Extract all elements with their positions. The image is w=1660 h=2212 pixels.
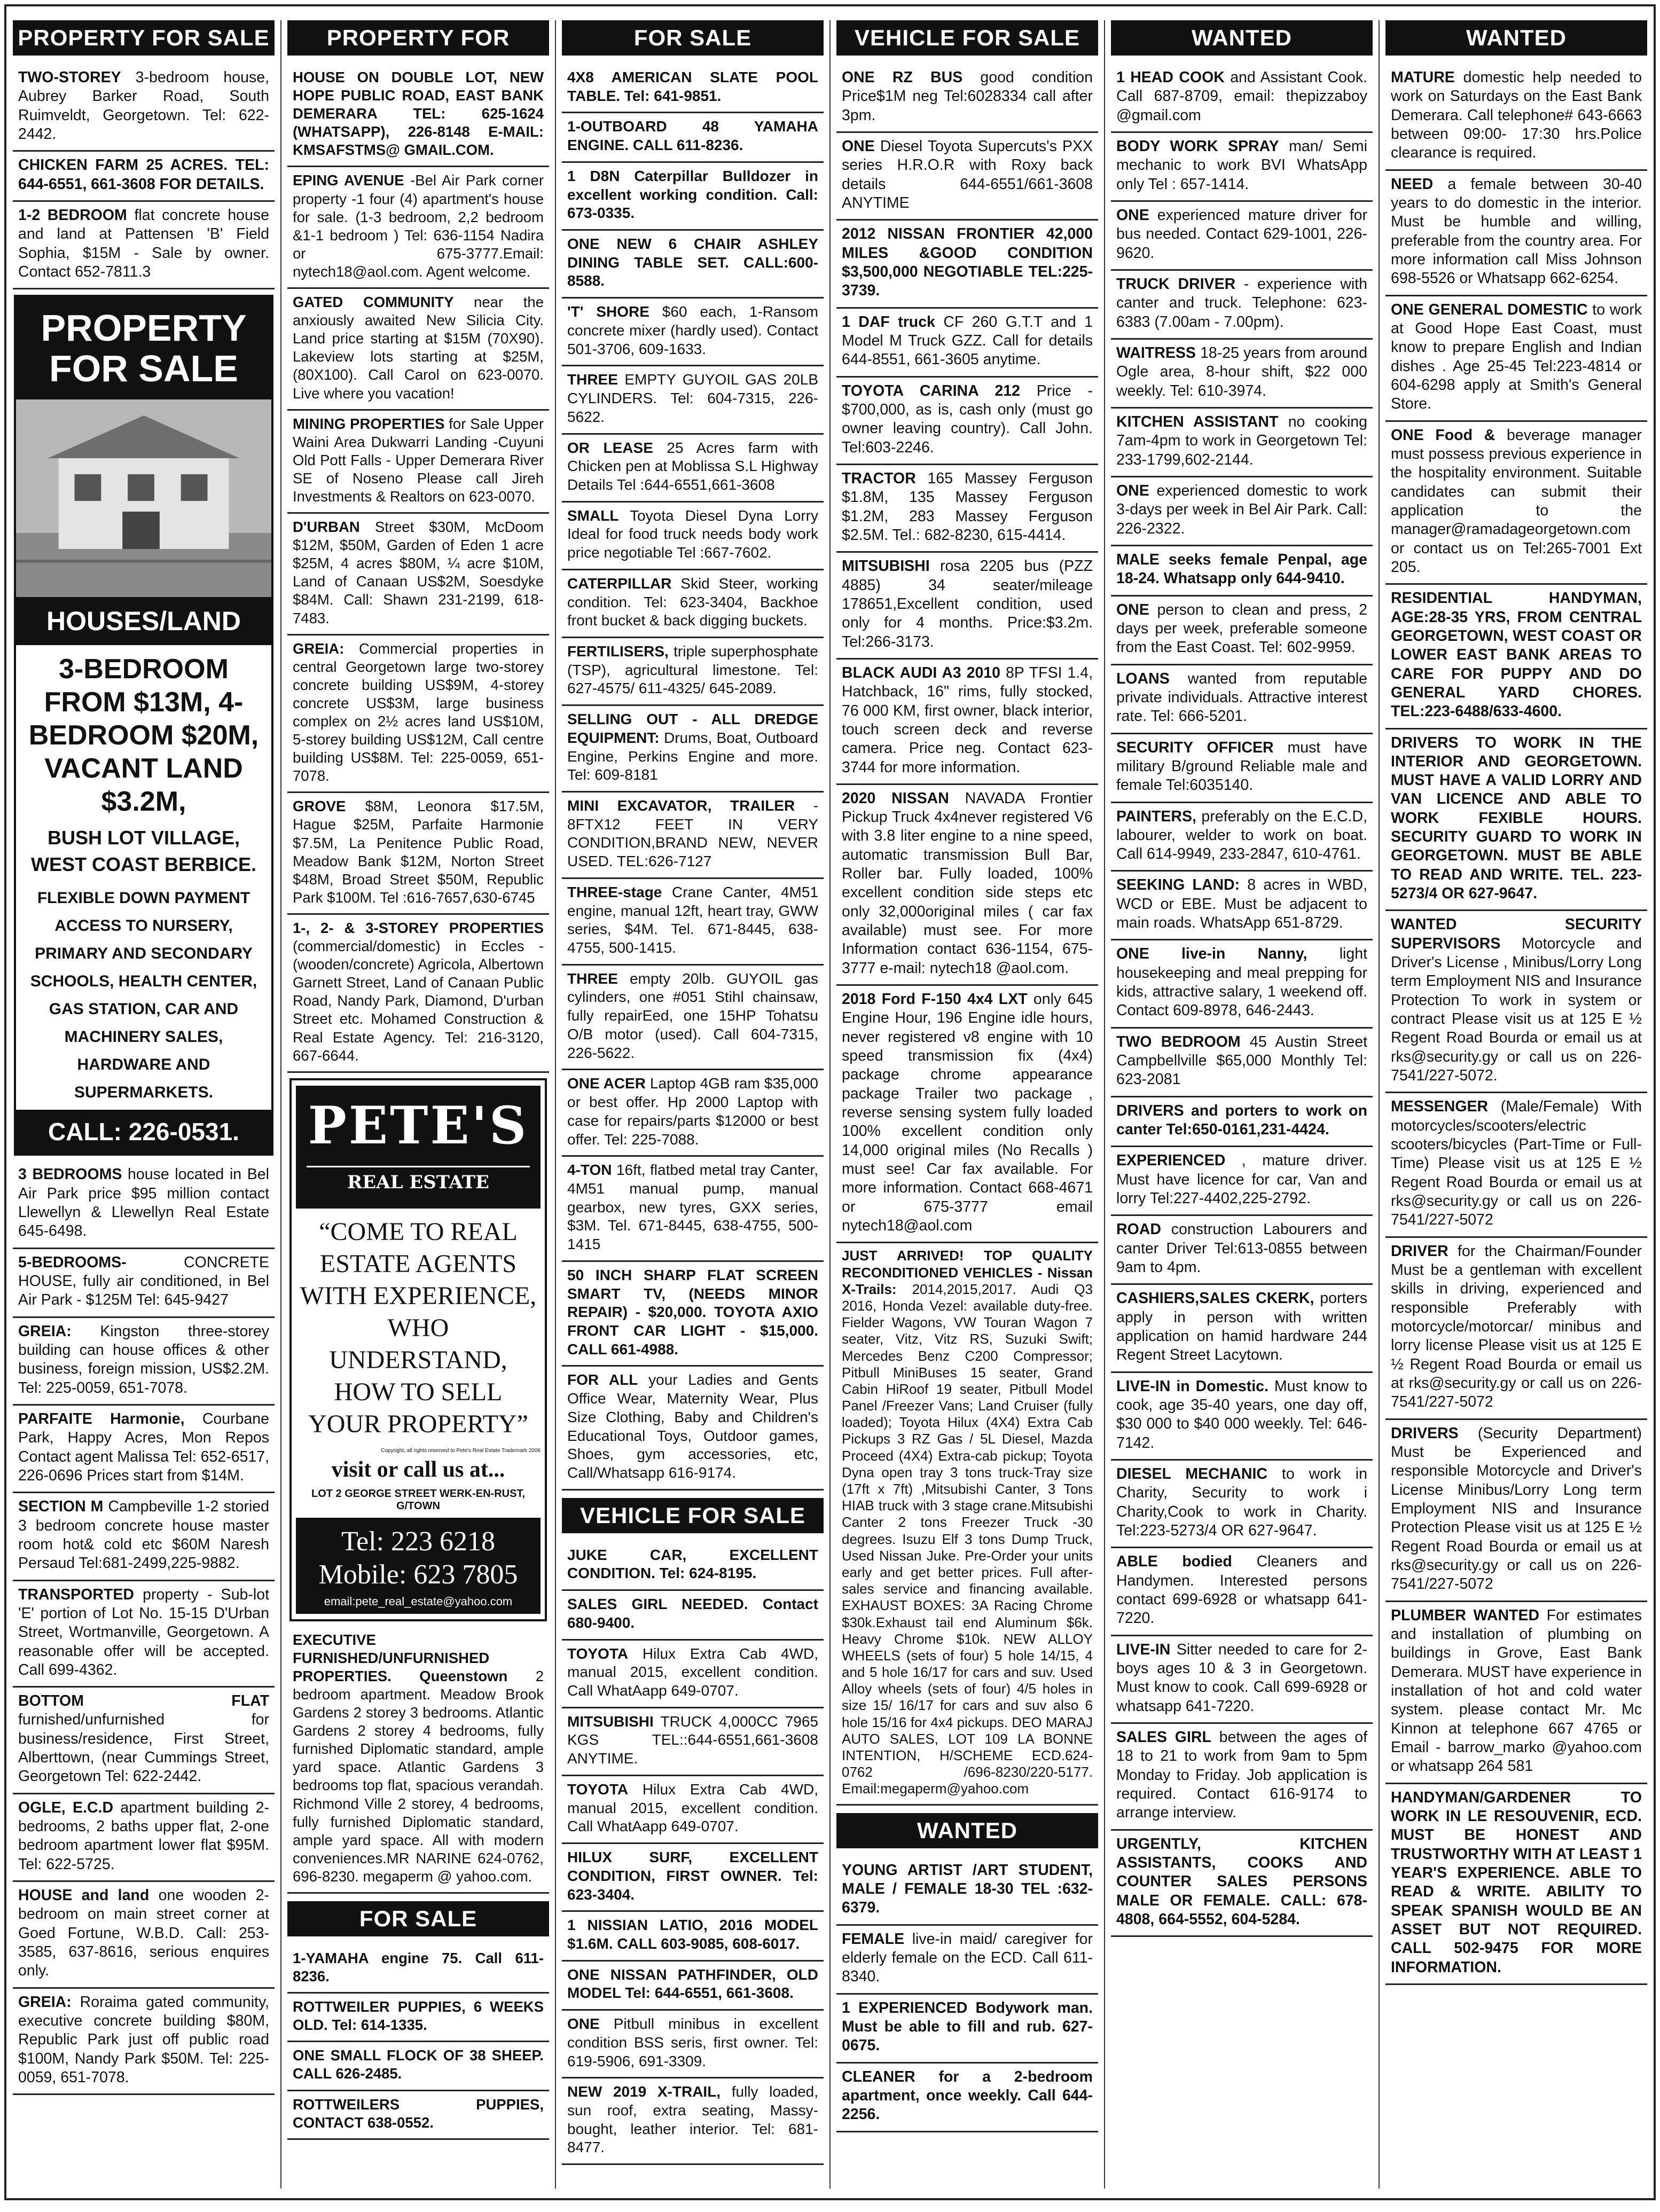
classified-ad: RESIDENTIAL HANDYMAN, AGE:28-35 YRS, FROM CENTRAL GEORGETOWN, WEST COAST OR LOWER EAST BANK AREAS TO CARE FOR PUPPY AND DO GENERAL YARD CHORES. TEL:223-6488/633-4600. (1385, 585, 1647, 729)
ad-list (562, 64, 824, 1491)
section-header: PROPERTY FOR (287, 20, 549, 56)
classifieds-page (4, 4, 1656, 2200)
classified-ad: 1 EXPERIENCED Bodywork man. Must be able to fill and rub. 627-0675. (836, 1995, 1098, 2064)
classified-ad: 1 D8N Caterpillar Bulldozer in excellent working condition. Call: 673-0335. (562, 163, 824, 231)
classified-ad: BLACK AUDI A3 2010 8P TFSI 1.4, Hatchback, 16" rims, fully stocked, 76 000 KM, first owner, black interior, touch screen deck and reverse camera. Price neg. Contact 623-3744 for more information. (836, 660, 1098, 785)
classified-ad: 'T' SHORE $60 each, 1-Ransom concrete mixer (hardly used). Contact 501-3706, 609-1633. (562, 299, 824, 366)
classified-ad: JUST ARRIVED! TOP QUALITY RECONDITIONED VEHICLES - Nissan X-Trails: 2014,2015,2017. Audi Q3 2016, Honda Vezel: available duty-free. Fielder Wagons, VW Touran Wagon 7 seater, Vitz, Vitz RS, Suzuki Swift; Mercedes Benz C200 Compressor; Pitbull MiniBuses 15 seater, Grand Cabin HiRoof 19 seater, Pitbull Model Panel /Freezer Vans; Land Cruiser (fully loaded); Toyota Hilux (4X4) Extra Cab Pickups 3 RZ Gas / 5L Diesel, Mazda Proceed (4X4) Extra-cab pickup; Toyota Dyna open tray 3 tons truck-Tray size (17ft x 7ft) ,Mitsubishi Canter, 3 Tons HIAB truck with 3 stage crane.Mitsubishi Canter 2 tons Freezer Truck -30 degrees. Isuzu Elf 3 tons Dump Truck, Used Nissan Juke. Pre-Order your units early and get better prices. Full after-sales service and financing available. EXHAUST BOXES: 3A Racing Chrome $30k.Exhaust tail end Aluminum $6k. Heavy Chrome $10k. NEW ALLOY WHEELS (sets of four) 5 hole 14/15, 4 and 5 hole 16/17 for cars and suv. Used Alloy wheels (sets of four) 4/5 holes in size 15/ 16/17 for cars and suv also 6 hole 15/16 for 4x4 pickups. DEO MARAJ AUTO SALES, LOT 109 LA BONNE INTENTION, H/SCHEME ECD.624-0762 /696-8230/220-5177. Email:megaperm@yahoo.com (836, 1243, 1098, 1805)
classified-ad: LIVE-IN Sitter needed to care for 2-boys ages 10 & 3 in Georgetown. Must know to cook. Call 699-6928 or whatsapp 641-7220. (1111, 1636, 1373, 1724)
classified-ad: ONE SMALL FLOCK OF 38 SHEEP. CALL 626-2485. (287, 2042, 549, 2091)
classified-ad: YOUNG ARTIST /ART STUDENT, MALE / FEMALE 18-30 TEL :632-6379. (836, 1857, 1098, 1926)
promo-subtitle: HOUSES/LAND (16, 597, 271, 645)
ad-list (13, 64, 275, 289)
promo-title: PROPERTY FOR SALE (16, 297, 271, 399)
classified-ad: MITSUBISHI rosa 2205 bus (PZZ 4885) 34 seater/mileage 178651,Excellent condition, used only for 4 months. Price:$3.2m. Tel:266-3173. (836, 553, 1098, 660)
column-rule (1104, 20, 1105, 2189)
classified-ad: ROTTWEILERS PUPPIES, CONTACT 638-0552. (287, 2091, 549, 2140)
promo-prices: 3-BEDROOM FROM $13M, 4-BEDROOM $20M, VACANT LAND $3.2M, (28, 654, 259, 818)
classified-ad: DRIVER for the Chairman/Founder Must be a gentleman with excellent skills in driving, experienced and responsible Preferably with motorcycle/motorcar/ minibus and lorry license Please visit us at 125 E ½ Regent Road Bourda or email us at rks@security.gy or call us on 226-7541/227-5072 (1385, 1238, 1647, 1420)
classified-ad: TOYOTA Hilux Extra Cab 4WD, manual 2015, excellent condition. Call WhatAapp 649-0707. (562, 1776, 824, 1844)
column-rule (1379, 20, 1380, 2189)
classified-ad: THREE EMPTY GUYOIL GAS 20LB CYLINDERS. Tel: 604-7315, 226-5622. (562, 366, 824, 434)
classified-ad: MESSENGER (Male/Female) With motorcycles/scooters/electric scooters/bicycles (Part-Time or Full-Time) Please visit us at 125 E ½ Regent Road Bourda or email us at rks@security.gy or call us on 226-7541/227-5072 (1385, 1093, 1647, 1237)
column-property-for (287, 20, 549, 2191)
classified-ad: ONE person to clean and press, 2 days per week, preferable someone from the East Coast. Tel: 602-9959. (1111, 597, 1373, 665)
classified-ad: TWO-STOREY 3-bedroom house, Aubrey Barker Road, South Ruimveldt, Georgetown. Tel: 622-2442. (13, 64, 275, 152)
ad-list (287, 1945, 549, 2140)
ad-list (836, 64, 1098, 1806)
section-header: FOR SALE (287, 1901, 549, 1936)
section-header: VEHICLE FOR SALE (562, 1498, 824, 1533)
classified-ad: SALES GIRL NEEDED. Contact 680-9400. (562, 1591, 824, 1640)
section-header: WANTED (1385, 20, 1647, 56)
classified-ad: GATED COMMUNITY near the anxiously awaited New Silicia City. Land price starting at $15M (70X90). Lakeview lots starting at $25M, (80X100). Call Carol on 623-0070. Live where you vacation! (287, 289, 549, 411)
classified-ad: ROTTWEILER PUPPIES, 6 WEEKS OLD. Tel: 614-1335. (287, 1994, 549, 2042)
classified-ad: ONE RZ BUS good condition Price$1M neg Tel:6028334 call after 3pm. (836, 64, 1098, 133)
classified-ad: DRIVERS (Security Department) Must be Experienced and responsible Motorcycle and Driver's License Minibus/Lorry Long term Employment NIS and Insurance Protection Please visit us at 125 E ½ Regent Road Bourda or email us at rks@security.gy or call us on 226-7541/227-5072 (1385, 1420, 1647, 1602)
classified-ad: LOANS wanted from reputable private individuals. Attractive interest rate. Tel: 666-5201. (1111, 665, 1373, 734)
classified-ad: GREIA: Commercial properties in central Georgetown large two-storey concrete building US$9M, 4-storey concrete US$3M, large business complex on 2½ acres land US$10M, 5-storey building US$12M, Call centre building US$8M. Tel: 225-0059, 651-7078. (287, 636, 549, 794)
classified-ad: 1 HEAD COOK and Assistant Cook. Call 687-8709, email: thepizzaboy @gmail.com (1111, 64, 1373, 133)
classified-ad: 4X8 AMERICAN SLATE POOL TABLE. Tel: 641-9851. (562, 64, 824, 113)
classified-ad: OGLE, E.C.D apartment building 2-bedrooms, 2 baths upper flat, 2-one bedroom apartment lower flat $95M. Tel: 622-5725. (13, 1794, 275, 1882)
classified-ad: BOTTOM FLAT furnished/unfurnished for business/residence, First Street, Alberttown, (near Cummings Street, Georgetown Tel: 622-2442. (13, 1688, 275, 1794)
pete-email: email:pete_real_estate@yahoo.com (296, 1595, 541, 1614)
classified-ad: MINI EXCAVATOR, TRAILER - 8FTX12 FEET IN VERY CONDITION,BRAND NEW, NEVER USED. TEL:626-7127 (562, 793, 824, 879)
classified-ad: URGENTLY, KITCHEN ASSISTANTS, COOKS AND COUNTER SALES PERSONS MALE OR FEMALE. CALL: 678-4808, 664-5552, 604-5284. (1111, 1831, 1373, 1938)
classified-ad: EXECUTIVE FURNISHED/UNFURNISHED PROPERTIES. Queenstown 2 bedroom apartment. Meadow Brook Gardens 2 storey 3 bedrooms. Atlantic Gardens 2 storey 4 bedrooms, fully furnished Diplomatic standard, ample yard space. Atlantic Gardens 3 bedrooms top flat, spacious verandah. Richmond Ville 2 storey, 4 bedrooms, fully furnished Diplomatic standard, ample yard space. All with modern conveniences.MR NARINE 624-0762, 696-8230. megaperm @ yahoo.com. (287, 1627, 549, 1894)
column-rule (280, 20, 281, 2189)
petes-logo (296, 1086, 541, 1209)
classified-ad: SALES GIRL between the ages of 18 to 21 to work from 9am to 5pm Monday to Friday. Job application is required. Contact 616-9174 to arrange interview. (1111, 1724, 1373, 1831)
petes-real-estate-ad (289, 1078, 547, 1621)
classified-ad: ONE experienced mature driver for bus needed. Contact 629-1001, 226-9620. (1111, 202, 1373, 271)
classified-ad: SEEKING LAND: 8 acres in WBD, WCD or EBE. Must be adjacent to main roads. WhatsApp 651-8729. (1111, 872, 1373, 940)
classified-ad: 4-TON 16ft, flatbed metal tray Canter, 4M51 manual pump, manual gearbox, new tyres, GXX series, $3M. Tel. 671-8445, 638-4755, 500-1415 (562, 1157, 824, 1262)
classified-ad: EPING AVENUE -Bel Air Park corner property -1 four (4) apartment's house for sale. (1-3 bedroom, 2,2 bedroom &1-1 bedroom ) Tel: 636-1154 Nadira or 675-3777.Email: nytech18@aol.com. Agent welcome. (287, 167, 549, 289)
ad-list (287, 64, 549, 1073)
classified-ad: ONE NEW 6 CHAIR ASHLEY DINING TABLE SET. CALL:600-8588. (562, 231, 824, 299)
ad-list (13, 1161, 275, 2095)
column-rule (555, 20, 556, 2189)
classified-ad: CASHIERS,SALES CKERK, porters apply in person with written application on hamid hardware 244 Regent Street Lacytown. (1111, 1285, 1373, 1372)
column-for-sale (562, 20, 824, 2191)
ad-list (562, 1542, 824, 2165)
classified-ad: FOR ALL your Ladies and Gents Office Wear, Maternity Wear, Plus Size Clothing, Baby and Children's Educational Toys, Outdoor games, Shoes, gym accessories, etc, Call/Whatsapp 616-9174. (562, 1367, 824, 1490)
classified-ad: 1-OUTBOARD 48 YAMAHA ENGINE. CALL 611-8236. (562, 113, 824, 162)
classified-ad: GREIA: Roraima gated community, executive concrete building $80M, Republic Park just off public road $100M, Nandy Park $50M. Tel: 225-0059, 651-7078. (13, 1989, 275, 2096)
classified-ad: 50 INCH SHARP FLAT SCREEN SMART TV, (NEEDS MINOR REPAIR) - $20,000. TOYOTA AXIO FRONT CAR LIGHT - $15,000. CALL 661-4988. (562, 1262, 824, 1367)
classified-ad: 1-2 BEDROOM flat concrete house and land at Pattensen 'B' Field Sophia, $15M - Sale by owner. Contact 652-7811.3 (13, 202, 275, 289)
classified-ad: CLEANER for a 2-bedroom apartment, once weekly. Call 644-2256. (836, 2064, 1098, 2132)
classified-ad: ONE experienced domestic to work 3-days per week in Bel Air Park. Call: 226-2322. (1111, 477, 1373, 546)
classified-ad: 2012 NISSAN FRONTIER 42,000 MILES &GOOD CONDITION $3,500,000 NEGOTIABLE TEL:225-3739. (836, 221, 1098, 308)
classified-ad: ROAD construction Labourers and canter Driver Tel:613-0855 between 9am to 4pm. (1111, 1216, 1373, 1285)
column-wanted (1111, 20, 1373, 2191)
classified-ad: FERTILISERS, triple superphosphate (TSP), agricultural limestone. Tel: 627-4575/ 611-4325/ 645-2089. (562, 638, 824, 706)
classified-ad: BODY WORK SPRAY man/ Semi mechanic to work BVI WhatsApp only Tel : 657-1414. (1111, 133, 1373, 202)
classified-ad: 3 BEDROOMS house located in Bel Air Park price $95 million contact Llewellyn & Llewellyn Real Estate 645-6498. (13, 1161, 275, 1249)
classified-ad: LIVE-IN in Domestic. Must know to cook, age 35-40 years, one day off, $30 000 to $40 000 weekly. Tel: 646-7142. (1111, 1373, 1373, 1461)
classified-ad: ABLE bodied Cleaners and Handymen. Interested persons contact 699-6928 or whatsapp 641-7220. (1111, 1548, 1373, 1636)
section-header: FOR SALE (562, 20, 824, 56)
classified-ad: ONE live-in Nanny, light housekeeping and meal prepping for kids, attractive salary, 1 weekend off. Contact 609-8978, 646-2443. (1111, 940, 1373, 1028)
classified-ad: ONE NISSAN PATHFINDER, OLD MODEL Tel: 644-6551, 661-3608. (562, 1962, 824, 2011)
classified-ad: HOUSE and land one wooden 2-bedroom on main street corner at Goed Fortune, W.B.D. Call: 253-3585, 637-8616, serious enquires only. (13, 1882, 275, 1989)
classified-ad: 1 DAF truck CF 260 G.T.T and 1 Model M Truck GZZ. Call for details 644-8551, 661-3605 anytime. (836, 309, 1098, 378)
column-rule (829, 20, 831, 2189)
classified-ad: PAINTERS, preferably on the E.C.D, labourer, welder to work on boat. Call 614-9949, 233-2847, 610-4761. (1111, 803, 1373, 872)
classified-ad: D'URBAN Street $30M, McDoom $12M, $50M, Garden of Eden 1 acre $25M, 4 acres $80M, ¼ acre $10M, Land of Canaan US$2M, Soesdyke $84M. Call: Shawn 231-2199, 618-7483. (287, 514, 549, 636)
classified-ad: ONE Food & beverage manager must possess previous experience in the hospitality environment. Suitable candidates can submit their application to the manager@ramadageorgetown.com or contact us on Tel:265-7001 Ext 205. (1385, 422, 1647, 585)
classified-ad: GREIA: Kingston three-storey building can house offices & other business, foreign mission, US$2.2M. Tel: 225-0059, 651-7078. (13, 1318, 275, 1406)
visit-line: visit or call us at... (331, 1457, 505, 1482)
classified-ad: CATERPILLAR Skid Steer, working condition. Tel: 623-3404, Backhoe front bucket & back digging buckets. (562, 570, 824, 638)
classified-ad: WANTED SECURITY SUPERVISORS Motorcycle and Driver's License , Minibus/Lorry Long term Employment NIS and Insurance Protection To work in system or contract Please visit us at 125 E ½ Regent Road Bourda or email us at rks@security.gy or call us on 226-7541/227-5072. (1385, 911, 1647, 1093)
classified-ad: TRANSPORTED property - Sub-lot 'E' portion of Lot No. 15-15 D'Urban Street, Wortmanville, Georgetown. A reasonable offer will be accepted. Call 699-4362. (13, 1581, 275, 1688)
classified-ad: SMALL Toyota Diesel Dyna Lorry Ideal for food truck needs body work price negotiable Tel :667-7602. (562, 503, 824, 570)
pete-tel: Tel: 223 6218 (341, 1526, 496, 1557)
ad-list (287, 1627, 549, 1894)
section-header: WANTED (1111, 20, 1373, 56)
pete-quote: “COME TO REAL ESTATE AGENTS WITH EXPERIENCE, WHO UNDERSTAND, HOW TO SELL YOUR PROPERTY” (300, 1217, 537, 1438)
classified-ad: SECTION M Campbeville 1-2 storied 3 bedroom concrete house master room hot& cold etc $60M Naresh Persaud Tel:681-2499,225-9882. (13, 1493, 275, 1581)
classified-ad: SECURITY OFFICER must have military B/ground Reliable male and female Tel:6035140. (1111, 734, 1373, 803)
house-photo (16, 399, 271, 597)
section-header: WANTED (836, 1813, 1098, 1848)
classified-ad: ONE Diesel Toyota Supercuts's PXX series H.R.O.R with Roxy back details 644-6551/661-3608 ANYTIME (836, 133, 1098, 221)
ad-list (1385, 64, 1647, 1985)
classified-ad: TOYOTA Hilux Extra Cab 4WD, manual 2015, excellent condition. Call WhatAapp 649-0707. (562, 1641, 824, 1708)
classified-ad: MINING PROPERTIES for Sale Upper Waini Area Dukwarri Landing -Cuyuni Old Pott Falls - Upper Demerara River SE of Noseno Please call Jireh Investments & Realtors on 623-0070. (287, 411, 549, 514)
section-header: PROPERTY FOR SALE (13, 20, 275, 56)
classified-ad: MITSUBISHI TRUCK 4,000CC 7965 KGS TEL::644-6551,661-3608 ANYTIME. (562, 1708, 824, 1776)
column-vehicle-for-sale (836, 20, 1098, 2191)
classified-ad: TRUCK DRIVER - experience with canter and truck. Telephone: 623-6383 (7.00am - 7.00pm). (1111, 271, 1373, 340)
ad-list (836, 1857, 1098, 2132)
classified-ad: TWO BEDROOM 45 Austin Street Campbellville $65,000 Monthly Tel: 623-2081 (1111, 1029, 1373, 1097)
classified-ad: FEMALE live-in maid/ caregiver for elderly female on the ECD. Call 611-8340. (836, 1926, 1098, 1995)
classified-ad: EXPERIENCED , mature driver. Must have licence for car, Van and lorry Tel:227-4402,225-2792. (1111, 1147, 1373, 1216)
classified-ad: WAITRESS 18-25 years from around Ogle area, 8-hour shift, $22 000 weekly. Tel: 610-3974. (1111, 340, 1373, 409)
classified-ad: 1-YAMAHA engine 75. Call 611-8236. (287, 1945, 549, 1994)
pete-mobile: Mobile: 623 7805 (318, 1559, 518, 1590)
promo-location: BUSH LOT VILLAGE, WEST COAST BERBICE. (30, 827, 256, 876)
classified-ad: KITCHEN ASSISTANT no cooking 7am-4pm to work in Georgetown Tel: 233-1799,602-2144. (1111, 409, 1373, 477)
section-header: VEHICLE FOR SALE (836, 20, 1098, 56)
ad-list (1111, 64, 1373, 1937)
classified-ad: DIESEL MECHANIC to work in Charity, Security to work i Charity,Cook to work in Charity. Tel:223-5273/4 OR 627-9647. (1111, 1461, 1373, 1548)
classified-ad: CHICKEN FARM 25 ACRES. TEL: 644-6551, 661-3608 FOR DETAILS. (13, 152, 275, 202)
classified-ad: 2018 Ford F-150 4x4 LXT only 645 Engine Hour, 196 Engine idle hours, never registered v8 engine with 10 speed transmission fix (4x4) package chrome appearance package Trailer two package , reverse sensing system fully loaded 100% excellent condition only 14,000 original miles (No Recalls ) must see! Car fax available. For more information. Contact 668-4671 or 675-3777 email nytech18@aol.com (836, 986, 1098, 1243)
column-property-for-sale (13, 20, 275, 2191)
classified-ad: ONE Pitbull minibus in excellent condition BSS seris, first owner. Tel: 619-5906, 691-3309. (562, 2011, 824, 2078)
classified-ad: THREE-stage Crane Canter, 4M51 engine, manual 12ft, heart tray, GWW series, $4M. Tel. 671-8445, 638-4755, 500-1415. (562, 879, 824, 966)
logo-text: PETE'S (308, 1095, 529, 1156)
classified-ad: DRIVERS TO WORK IN THE INTERIOR AND GEORGETOWN. MUST HAVE A VALID LORRY AND VAN LICENCE AND ABLE TO WORK FEXIBLE HOURS. SECURITY GUARD TO WORK IN GEORGETOWN. MUST BE ABLE TO READ AND WRITE. TEL. 223-5273/4 OR 627-9647. (1385, 730, 1647, 912)
classified-ad: 2020 NISSAN NAVADA Frontier Pickup Truck 4x4never registered V6 with 3.8 liter engine to a nine speed, automatic transmission Bull Bar, Roller bar. Fully loaded, 100% excellent condition side steps etc only 32,000original miles ( car fax available) must see. For more Information contact 636-1154, 675-3777 e-mail: nytech18 @aol.com. (836, 785, 1098, 986)
classified-ad: SELLING OUT - ALL DREDGE EQUIPMENT: Drums, Boat, Outboard Engine, Perkins Engine and more. Tel: 609-8181 (562, 706, 824, 793)
classified-ad: 1 NISSIAN LATIO, 2016 MODEL $1.6M. CALL 603-9085, 608-6017. (562, 1912, 824, 1961)
classified-ad: HOUSE ON DOUBLE LOT, NEW HOPE PUBLIC ROAD, EAST BANK DEMERARA TEL: 625-1624 (WHATSAPP), 226-8148 E-MAIL: KMSAFSTMS@ GMAIL.COM. (287, 64, 549, 167)
classified-ad: MALE seeks female Penpal, age 18-24. Whatsapp only 644-9410. (1111, 546, 1373, 597)
pete-phones (296, 1518, 541, 1595)
classified-ad: PLUMBER WANTED For estimates and installation of plumbing on buildings in Grove, East Bank Demerara. MUST have experience in installation of hot and cold water system. please contact Mr. Mc Kinnon at telephone 667 4765 or Email - barrow_marko @yahoo.com or whatsapp 264 581 (1385, 1602, 1647, 1784)
classified-ad: TOYOTA CARINA 212 Price - $700,000, as is, cash only (must go owner leaving country). Call John. Tel:603-2246. (836, 378, 1098, 465)
promo-call: CALL: 226-0531. (16, 1110, 271, 1154)
classified-ad: THREE empty 20lb. GUYOIL gas cylinders, one #051 Stihl chainsaw, fully repairEed, one 15HP Tohatsu O/B motor (used). Call 604-7315, 226-5622. (562, 966, 824, 1071)
classified-ad: TRACTOR 165 Massey Ferguson $1.8M, 135 Massey Ferguson $1.2M, 283 Massey Ferguson $2.5M. Tel.: 682-8230, 615-4414. (836, 465, 1098, 553)
classified-ad: HILUX SURF, EXCELLENT CONDITION, FIRST OWNER. Tel: 623-3404. (562, 1844, 824, 1912)
pete-address: LOT 2 GEORGE STREET WERK-EN-RUST, G/TOWN (311, 1487, 526, 1512)
classified-ad: 1-, 2- & 3-STOREY PROPERTIES (commercial/domestic) in Eccles - (wooden/concrete) Agricola, Albertown Garnett Street, Land of Canaan Public Road, Nandy Park, Diamond, D'urban Street etc. Mohamed Construction & Real Estate Agency. Tel: 216-3120, 667-6644. (287, 915, 549, 1073)
classified-ad: PARFAITE Harmonie, Courbane Park, Happy Acres, Mon Repos Contact agent Malissa Tel: 652-6517, 226-0696 Prices start from $14M. (13, 1406, 275, 1493)
classified-ad: DRIVERS and porters to work on canter Tel:650-0161,231-4424. (1111, 1097, 1373, 1148)
classified-ad: MATURE domestic help needed to work on Saturdays on the East Bank Demerara. Call telephone# 643-6663 between 09:00- 17:30 hrs.Police clearance is required. (1385, 64, 1647, 171)
classified-ad: NEED a female between 30-40 years to do domestic in the interior. Must be humble and willing, preferable from the country area. For more information call Miss Johnson 698-5526 or Whatsapp 662-6254. (1385, 171, 1647, 296)
classified-ad: ONE ACER Laptop 4GB ram $35,000 or best offer. Hp 2000 Laptop with case for repairs/parts $12000 or best offer. Tel: 225-7088. (562, 1070, 824, 1157)
classified-ad: ONE GENERAL DOMESTIC to work at Good Hope East Coast, must know to prepare English and Indian dishes . Age 25-45 Tel:223-4814 or 604-6298 apply at Smith's General Store. (1385, 296, 1647, 422)
classified-ad: JUKE CAR, EXCELLENT CONDITION. Tel: 624-8195. (562, 1542, 824, 1591)
classified-ad: HANDYMAN/GARDENER TO WORK IN LE RESOUVENIR, ECD. MUST BE HONEST AND TRUSTWORTHY WITH AT LEAST 1 YEAR'S EXPERIENCE. ABLE TO READ & WRITE. ABILITY TO SPEAK SPANISH WOULD BE AN ASSET BUT NOT REQUIRED. CALL 502-9475 FOR MORE INFORMATION. (1385, 1784, 1647, 1985)
copyright-note: Copyright, all rights reserved to Pete's Real Estate Trademark 2006 (381, 1447, 541, 1454)
classified-ad: OR LEASE 25 Acres farm with Chicken pen at Moblissa S.L Highway Details Tel :644-6551,661-3608 (562, 435, 824, 503)
promo-details: FLEXIBLE DOWN PAYMENT ACCESS TO NURSERY, PRIMARY AND SECONDARY SCHOOLS, HEALTH CENTER, GAS STATION, CAR AND MACHINERY SALES, HARDWARE AND SUPERMARKETS. (30, 889, 257, 1102)
column-wanted-2 (1385, 20, 1647, 2191)
logo-subtext: REAL ESTATE (307, 1166, 530, 1193)
property-promo-box (14, 295, 273, 1156)
classified-ad: NEW 2019 X-TRAIL, fully loaded, sun roof, extra seating, Massy-bought, leather interior. Tel: 681-8477. (562, 2078, 824, 2165)
classified-ad: 5-BEDROOMS- CONCRETE HOUSE, fully air conditioned, in Bel Air Park - $125M Tel: 645-9427 (13, 1249, 275, 1318)
classified-ad: GROVE $8M, Leonora $17.5M, Hague $25M, Parfaite Harmonie $7.5M, La Penitence Public Road, Meadow Bank $12M, Norton Street $48M, Broad Street $50M, Republic Park $100M. Tel :616-7657,630-6745 (287, 793, 549, 915)
